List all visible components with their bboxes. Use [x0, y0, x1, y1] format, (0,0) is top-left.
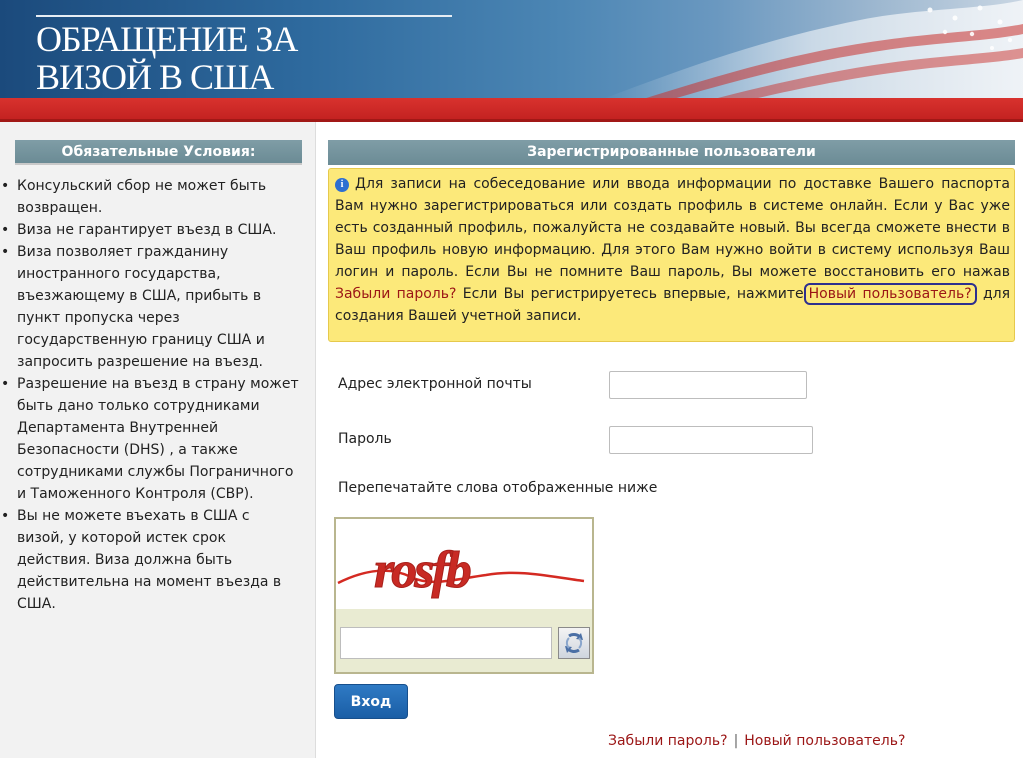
requirements-list — [0, 175, 300, 615]
site-title-line1: ОБРАЩЕНИЕ ЗА — [36, 19, 298, 59]
captcha-widget — [334, 517, 594, 674]
email-input[interactable] — [609, 371, 807, 399]
sidebar-divider — [315, 122, 316, 758]
list-item: • Консульский сбор не может быть возвращен. — [0, 175, 300, 219]
login-button[interactable]: Вход — [334, 684, 408, 719]
list-item: • Виза позволяет гражданину иностранного государства, въезжающему в США, прибыть в пункт пропуска через государственную границу США и запросить разрешение на въезд. — [0, 241, 300, 373]
notice-text-3: для создания Вашей учетной записи. — [335, 286, 1011, 324]
bottom-links — [608, 733, 905, 749]
header-rule — [36, 15, 452, 17]
notice-new-user-link[interactable]: Новый пользователь? — [804, 283, 977, 305]
password-label: Пароль — [338, 431, 392, 447]
forgot-password-link[interactable]: Забыли пароль? — [608, 733, 728, 749]
captcha-image — [336, 519, 592, 609]
email-label: Адрес электронной почты — [338, 376, 532, 392]
site-title-line2: ВИЗОЙ В США — [36, 57, 274, 97]
captcha-refresh-button[interactable] — [558, 627, 590, 659]
notice-text-1: Для записи на собеседование или ввода информации по доставке Вашего паспорта Вам нужно зарегистрироваться или создать профиль в системе онлайн. Если у Вас уже есть созданный профиль, пожалуйста не создавайте новый. Вы всегда сможете внести в Ваш профиль новую информацию. Для этого Вам нужно войти в систему используя Ваш логин и пароль. Если Вы не помните Ваш пароль, Вы можете восстановить его нажав — [335, 176, 1010, 280]
info-icon: i — [335, 178, 349, 192]
list-item: • Разрешение на въезд в страну может быть дано только сотрудниками Департамента Внутренней Безопасности (DHS) , а также сотрудниками службы Пограничного и Таможенного Контроля (CBP). — [0, 373, 300, 505]
list-item: • Вы не можете въехать в США с визой, у которой истек срок действия. Виза должна быть действительна на момент въезда в США. — [0, 505, 300, 615]
header-banner — [0, 0, 1023, 100]
flag-graphic — [600, 0, 1023, 100]
captcha-input[interactable] — [340, 627, 552, 659]
section-heading: Зарегистрированные пользователи — [328, 140, 1015, 165]
link-separator: | — [733, 733, 739, 749]
site-title — [36, 20, 297, 96]
refresh-icon — [559, 628, 589, 658]
new-user-link[interactable]: Новый пользователь? — [744, 733, 906, 749]
sidebar-heading: Обязательные Условия: — [15, 140, 302, 165]
captcha-label: Перепечатайте слова отображенные ниже — [338, 480, 658, 496]
notice-text-2: Если Вы регистрируетесь впервые, нажмите — [456, 286, 804, 302]
password-input[interactable] — [609, 426, 813, 454]
info-notice — [328, 168, 1015, 342]
notice-forgot-password-link[interactable]: Забыли пароль? — [335, 286, 457, 302]
list-item: • Виза не гарантирует въезд в США. — [0, 219, 300, 241]
captcha-text: rosfb — [374, 542, 469, 599]
